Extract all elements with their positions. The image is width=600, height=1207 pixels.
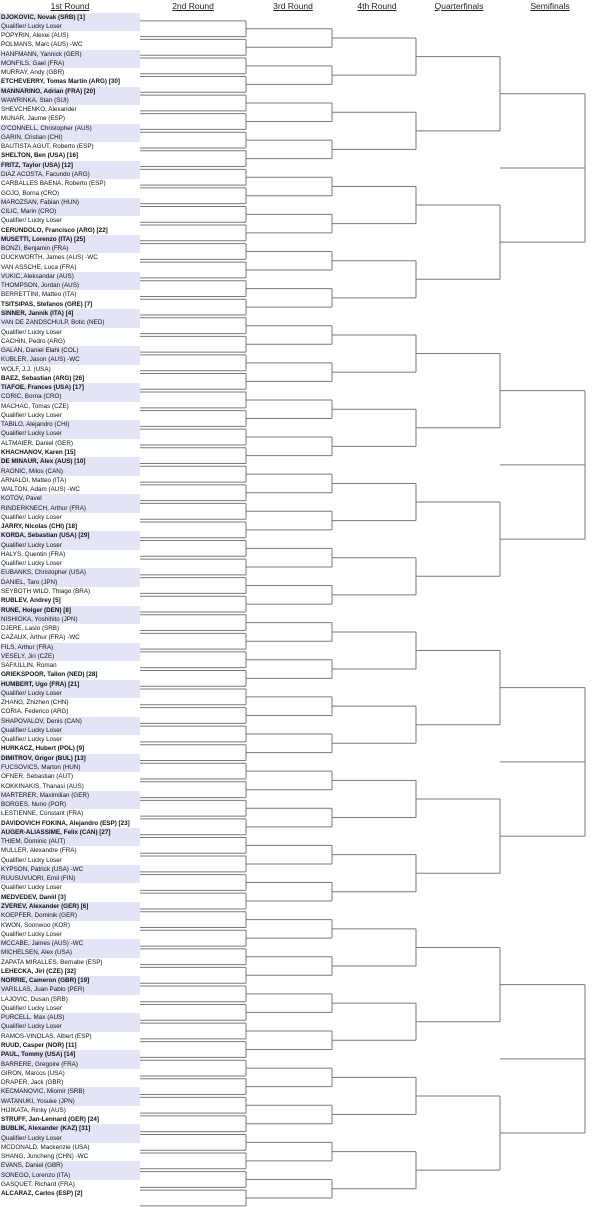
- player-entry: FRITZ, Taylor (USA) [12]: [0, 161, 140, 170]
- player-entry: MACHAC, Tomas (CZE): [1, 402, 69, 410]
- player-entry: KOTOV, Pavel: [0, 494, 140, 503]
- player-entry: WAWRINKA, Stan (SUI): [0, 96, 140, 105]
- player-entry: Qualifier/ Lucky Loser: [0, 1022, 140, 1031]
- player-entry: POLMANS, Marc (AUS) -WC: [1, 41, 83, 49]
- player-entry: OFNER, Sebastian (AUT): [1, 773, 74, 781]
- player-entry: BAUTISTA AGUT, Roberto (ESP): [1, 143, 94, 151]
- player-entry: Qualifier/ Lucky Loser: [0, 689, 140, 698]
- player-entry: SHAPOVALOV, Denis (CAN): [0, 717, 140, 726]
- player-entry: TABILO, Alejandro (CHI): [0, 420, 140, 429]
- player-entry: HUMBERT, Ugo (FRA) [21]: [0, 680, 140, 689]
- player-entry: Qualifier/ Lucky Loser: [1, 328, 62, 336]
- player-entry: NISHIOKA, Yoshihito (JPN): [0, 615, 140, 624]
- player-entry: Qualifier/ Lucky Loser: [0, 22, 140, 31]
- player-entry: Qualifier/ Lucky Loser: [1, 560, 62, 568]
- player-entry: RUUD, Casper (NOR) [11]: [1, 1041, 77, 1049]
- player-entry: PURCELL, Max (AUS): [0, 1013, 140, 1022]
- player-entry: THIEM, Dominic (AUT): [0, 837, 140, 846]
- header-quarterfinals: Quarterfinals: [434, 1, 484, 11]
- player-entry: Qualifier/ Lucky Loser: [1, 513, 62, 521]
- player-entry: LESTIENNE, Constant (FRA): [1, 810, 84, 818]
- player-entry: POPYRIN, Alexei (AUS): [1, 32, 69, 40]
- player-entry: O'CONNELL, Christopher (AUS): [0, 124, 140, 133]
- header-3rd-round: 3rd Round: [273, 1, 313, 11]
- player-entry: CACHIN, Pedro (ARG): [1, 337, 66, 345]
- player-entry: MARTERER, Maximilian (GER): [0, 791, 140, 800]
- player-entry: Qualifier/ Lucky Loser: [1, 736, 62, 744]
- player-entry: SHANG, Juncheng (CHN) -WC: [1, 1153, 89, 1161]
- player-entry: DUCKWORTH, James (AUS) -WC: [1, 254, 98, 262]
- player-entry: RUUSUVUORI, Emil (FIN): [0, 874, 140, 883]
- player-entry: MCCABE, James (AUS) -WC: [0, 939, 140, 948]
- player-entry: CAZAUX, Arthur (FRA) -WC: [1, 634, 80, 642]
- player-entry: VESELY, Jiri (CZE): [0, 652, 140, 661]
- player-entry: MICHELSEN, Alex (USA): [0, 948, 140, 957]
- player-entry: KOKKINAKIS, Thanasi (AUS): [1, 782, 84, 790]
- player-entry: CILIC, Marin (CRO): [0, 207, 140, 216]
- player-entry: DIAZ ACOSTA, Facundo (ARG): [0, 170, 140, 179]
- player-entry: ALCARAZ, Carlos (ESP) [2]: [1, 1190, 83, 1198]
- player-entry: KORDA, Sebastian (USA) [29]: [0, 531, 140, 540]
- player-entry: RUNE, Holger (DEN) [8]: [0, 606, 140, 615]
- player-entry: MAROZSAN, Fabian (HUN): [0, 198, 140, 207]
- player-entry: KYPSON, Patrick (USA) -WC: [0, 865, 140, 874]
- player-entry: HIJIKATA, Rinky (AUS): [1, 1106, 66, 1114]
- player-entry: FILS, Arthur (FRA): [0, 643, 140, 652]
- player-entry: MUNAR, Jaume (ESP): [1, 115, 66, 123]
- player-entry: Qualifier/ Lucky Loser: [1, 217, 62, 225]
- header-1st-round: 1st Round: [50, 1, 90, 11]
- player-entry: CORIC, Borna (CRO): [0, 392, 140, 401]
- player-entry: DANIEL, Taro (JPN): [0, 578, 140, 587]
- player-entry: SHEVCHENKO, Alexander: [1, 106, 77, 114]
- player-entry: ETCHEVERRY, Tomas Martin (ARG) [30]: [1, 78, 120, 86]
- player-entry: FUCSOVICS, Marton (HUN): [0, 763, 140, 772]
- player-entry: CERUNDOLO, Francisco (ARG) [22]: [1, 226, 108, 234]
- player-entry: MULLER, Alexandre (FRA): [1, 847, 77, 855]
- player-entry: SONEGO, Lorenzo (ITA): [0, 1171, 140, 1180]
- player-entry: HANFMANN, Yannick (GER): [0, 50, 140, 59]
- player-entry: BARRERE, Gregoire (FRA): [0, 1060, 140, 1069]
- header-4th-round: 4th Round: [357, 1, 397, 11]
- player-entry: AUGER-ALIASSIME, Felix (CAN) [27]: [0, 828, 140, 837]
- player-entry: GASQUET, Richard (FRA): [1, 1180, 75, 1188]
- player-entry: NORRIE, Cameron (GBR) [19]: [0, 976, 140, 985]
- player-entry: GOJO, Borna (CRO): [1, 189, 60, 197]
- player-entry: TIAFOE, Frances (USA) [17]: [0, 383, 140, 392]
- player-entry: KECMANOVIC, Miomir (SRB): [0, 1087, 140, 1096]
- player-entry: MCDONALD, Mackenzie (USA): [1, 1143, 90, 1151]
- player-entry: Qualifier/ Lucky Loser: [1, 411, 62, 419]
- player-entry: RINDERKNECH, Arthur (FRA): [0, 504, 140, 513]
- player-entry: LAJOVIC, Dusan (SRB): [1, 995, 68, 1003]
- player-entry: GALAN, Daniel Elahi (COL): [0, 346, 140, 355]
- player-entry: SAFIULLIN, Roman: [1, 662, 57, 670]
- player-entry: THOMPSON, Jordan (AUS): [0, 281, 140, 290]
- player-entry: RUBLEV, Andrey [5]: [1, 597, 61, 605]
- player-entry: ARNALDI, Matteo (ITA): [1, 476, 67, 484]
- player-entry: KUBLER, Jason (AUS) -WC: [0, 355, 140, 364]
- player-entry: STRUFF, Jan-Lennard (GER) [24]: [1, 1116, 99, 1124]
- player-entry: MURRAY, Andy (GBR): [1, 69, 65, 77]
- player-entry: Qualifier/ Lucky Loser: [0, 541, 140, 550]
- player-entry: MUSETTI, Lorenzo (ITA) [25]: [0, 235, 140, 244]
- header-2nd-round: 2nd Round: [172, 1, 214, 11]
- player-entry: DE MINAUR, Alex (AUS) [10]: [0, 457, 140, 466]
- player-entry: PAUL, Tommy (USA) [14]: [0, 1050, 140, 1059]
- player-entry: CARBALLES BAENA, Roberto (ESP): [1, 180, 106, 188]
- player-entry: SEYBOTH WILD, Thiago (BRA): [1, 587, 91, 595]
- player-entry: ZHANG, Zhizhen (CHN): [1, 699, 69, 707]
- player-entry: Qualifier/ Lucky Loser: [1, 1004, 62, 1012]
- player-entry: Qualifier/ Lucky Loser: [1, 856, 62, 864]
- player-entry: Qualifier/ Lucky Loser: [0, 1134, 140, 1143]
- player-entry: VUKIC, Aleksandar (AUS): [0, 272, 140, 281]
- player-entry: MANNARINO, Adrian (FRA) [20]: [0, 87, 140, 96]
- player-entry: VARILLAS, Juan Pablo (PER): [0, 985, 140, 994]
- player-entry: GIRON, Marcos (USA): [1, 1069, 65, 1077]
- player-entry: VAN DE ZANDSCHULP, Botic (NED): [0, 318, 140, 327]
- player-entry: Qualifier/ Lucky Loser: [1, 930, 62, 938]
- player-entry: Qualifier/ Lucky Loser: [0, 726, 140, 735]
- player-entry: ZAPATA MIRALLES, Bernabe (ESP): [1, 958, 103, 966]
- player-entry: EVANS, Daniel (GBR): [0, 1161, 140, 1170]
- player-entry: TSITSIPAS, Stefanos (GRE) [7]: [1, 300, 93, 308]
- player-entry: DAVIDOVICH FOKINA, Alejandro (ESP) [23]: [1, 819, 130, 827]
- player-entry: BORGES, Nuno (POR): [0, 800, 140, 809]
- player-entry: JARRY, Nicolas (CHI) [18]: [1, 523, 78, 531]
- player-entry: MEDVEDEV, Daniil [3]: [1, 893, 66, 901]
- player-entry: HURKACZ, Hubert (POL) [9]: [1, 745, 85, 753]
- player-entry: RAONIC, Milos (CAN): [0, 467, 140, 476]
- player-entry: LEHECKA, Jiri (CZE) [32]: [1, 967, 76, 975]
- player-entry: VAN ASSCHE, Luca (FRA): [1, 263, 77, 271]
- header-semifinals: Semifinals: [530, 1, 570, 11]
- player-entry: SINNER, Jannik (ITA) [4]: [0, 309, 140, 318]
- player-entry: DJERE, Laslo (SRB): [1, 625, 60, 633]
- player-entry: SHELTON, Ben (USA) [16]: [1, 152, 79, 160]
- player-entry: ALTMAIER, Daniel (GER): [1, 439, 73, 447]
- player-entry: Qualifier/ Lucky Loser: [0, 429, 140, 438]
- player-entry: EUBANKS, Christopher (USA): [0, 568, 140, 577]
- player-entry: HALYS, Quentin (FRA): [1, 550, 66, 558]
- player-entry: WALTON, Adam (AUS) -WC: [1, 486, 80, 494]
- player-entry: DIMITROV, Grigor (BUL) [13]: [0, 754, 140, 763]
- player-entry: KHACHANOV, Karen [15]: [1, 448, 76, 456]
- player-entry: RAMOS-VINOLAS, Albert (ESP): [1, 1032, 92, 1040]
- player-entry: KOEPFER, Dominik (GER): [0, 911, 140, 920]
- player-entry: DJOKOVIC, Novak (SRB) [1]: [0, 13, 140, 22]
- player-entry: KWON, Soonwoo (KOR): [1, 921, 70, 929]
- player-entry: BAEZ, Sebastian (ARG) [26]: [1, 374, 85, 382]
- player-entry: Qualifier/ Lucky Loser: [1, 884, 62, 892]
- player-entry: BERRETTINI, Matteo (ITA): [1, 291, 77, 299]
- player-entry: WATANUKI, Yosuke (JPN): [0, 1097, 140, 1106]
- player-entry: GARIN, Cristian (CHI): [0, 133, 140, 142]
- player-entry: DRAPER, Jack (GBR): [1, 1079, 64, 1087]
- player-entry: GRIEKSPOOR, Tallon (NED) [28]: [1, 671, 98, 679]
- player-entry: MONFILS, Gael (FRA): [0, 59, 140, 68]
- player-entry: BONZI, Benjamin (FRA): [0, 244, 140, 253]
- player-entry: BUBLIK, Alexander (KAZ) [31]: [0, 1124, 140, 1133]
- player-entry: CORIA, Federico (ARG): [1, 708, 69, 716]
- player-entry: ZVEREV, Alexander (GER) [6]: [0, 902, 140, 911]
- player-entry: WOLF, J.J. (USA): [1, 365, 51, 373]
